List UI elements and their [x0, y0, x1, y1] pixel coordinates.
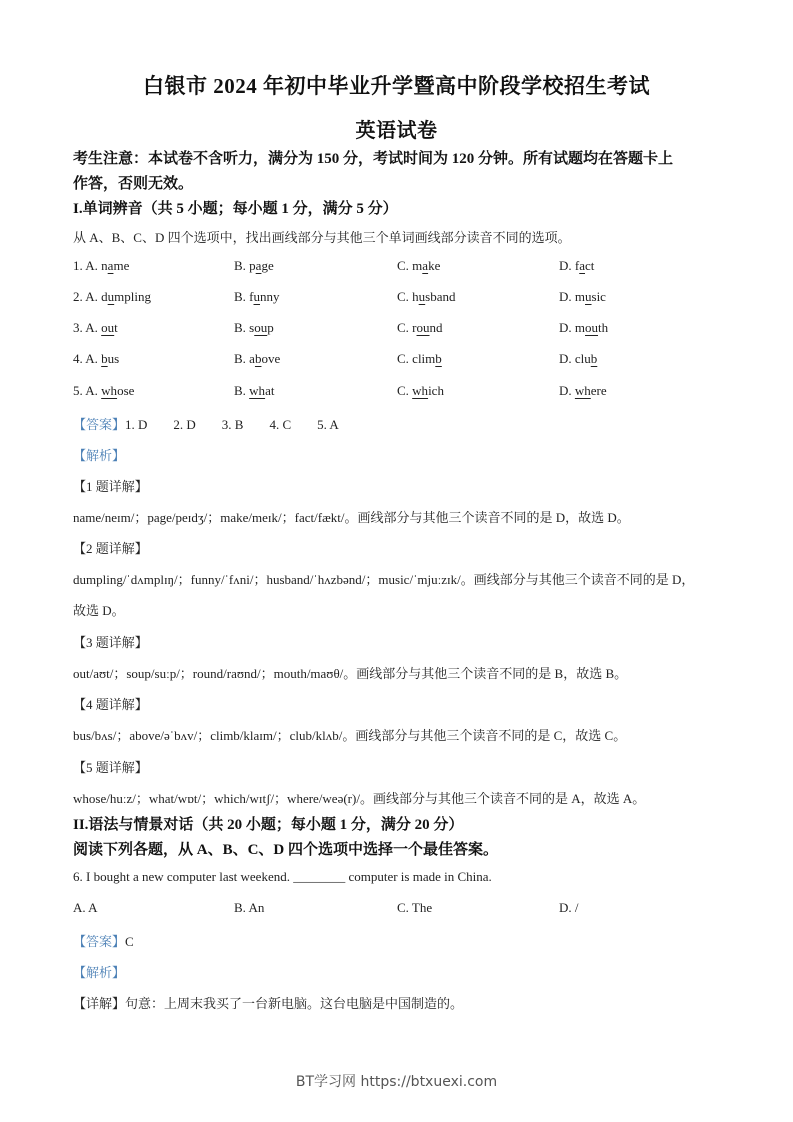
- option-c: C. The: [397, 900, 433, 915]
- detail-2-text: dumpling/ˈdʌmplɪŋ/；funny/ˈfʌni/；husband/ˈhʌzbənd/；music/ˈmjuːzɪk/。画线部分与其他三个读音不同的是 D，: [73, 572, 695, 587]
- question-row-1: [73, 258, 753, 276]
- section-1-instruction: 从 A、B、C、D 四个选项中，找出画线部分与其他三个单词画线部分读音不同的选项。: [73, 230, 571, 245]
- option-b: B. what: [234, 383, 275, 398]
- option-c: C. round: [397, 320, 443, 335]
- analysis-tag: 【解析】: [73, 448, 126, 463]
- question-row-2: [73, 289, 753, 307]
- answer-5: 5. A: [317, 417, 339, 432]
- option-d: D. music: [559, 289, 606, 304]
- watermark-footer: BT学习网 https://btxuexi.com: [295, 1074, 498, 1090]
- option-c: C. climb: [397, 351, 442, 366]
- detail-3-text: out/aʊt/；soup/suːp/；round/raʊnd/；mouth/maʊθ/。画线部分与其他三个读音不同的是 B，故选 B。: [73, 666, 628, 681]
- option-b: B. page: [234, 258, 274, 273]
- question-6-answer: [73, 931, 134, 950]
- answer-tag: 【答案】: [73, 417, 126, 432]
- option-a: A. A: [73, 900, 98, 915]
- question-6-analysis-tag: 【解析】: [73, 965, 126, 980]
- option-c: C. husband: [397, 289, 456, 304]
- answer-1: 1. D: [125, 417, 148, 432]
- detail-1-text: name/neɪm/；page/peɪdʒ/；make/meɪk/；fact/fækt/。画线部分与其他三个读音不同的是 D，故选 D。: [73, 510, 630, 525]
- answer-tag: 【答案】: [73, 934, 126, 949]
- option-b: B. above: [234, 351, 281, 366]
- question-row-5: [73, 383, 753, 401]
- option-d: D. fact: [559, 258, 595, 273]
- detail-3-tag: 【3 题详解】: [73, 635, 148, 650]
- option-d: D. mouth: [559, 320, 609, 335]
- detail-5-text: whose/huːz/；what/wɒt/；which/wɪtʃ/；where/weə(r)/。画线部分与其他三个读音不同的是 A，故选 A。: [73, 791, 646, 806]
- option-b: B. soup: [234, 320, 274, 335]
- option-d: D. where: [559, 383, 607, 398]
- option-d: D. /: [559, 900, 579, 915]
- answer-value: C: [125, 934, 134, 949]
- section-2-heading: II.语法与情景对话（共 20 小题；每小题 1 分，满分 20 分）: [73, 817, 464, 833]
- detail-1-tag: 【1 题详解】: [73, 479, 148, 494]
- detail-2-text-cont: 故选 D。: [73, 603, 125, 618]
- section-2-instruction: 阅读下列各题，从 A、B、C、D 四个选项中选择一个最佳答案。: [73, 842, 499, 858]
- section-1-answers: [73, 414, 365, 433]
- question-row-3: [73, 320, 753, 338]
- option-a: 3. A. out: [73, 320, 118, 335]
- notice-line-1: 考生注意：本试卷不含听力，满分为 150 分，考试时间为 120 分钟。所有试题均在答题卡上: [73, 151, 674, 167]
- detail-4-tag: 【4 题详解】: [73, 697, 148, 712]
- option-d: D. club: [559, 351, 598, 366]
- question-row-4: [73, 351, 753, 369]
- exam-title: 白银市 2024 年初中毕业升学暨高中阶段学校招生考试: [143, 74, 650, 98]
- question-6-options: [73, 900, 753, 918]
- option-a: 2. A. dumpling: [73, 289, 152, 304]
- exam-subtitle: 英语试卷: [355, 120, 438, 142]
- question-6-stem: 6. I bought a new computer last weekend. ________ computer is made in China.: [73, 869, 492, 884]
- detail-4-text: bus/bʌs/；above/əˈbʌv/；climb/klaɪm/；club/klʌb/。画线部分与其他三个读音不同的是 C，故选 C。: [73, 728, 627, 743]
- option-b: B. funny: [234, 289, 280, 304]
- answer-3: 3. B: [221, 417, 244, 432]
- answer-4: 4. C: [269, 417, 292, 432]
- option-a: 5. A. whose: [73, 383, 135, 398]
- option-c: C. which: [397, 383, 444, 398]
- detail-5-tag: 【5 题详解】: [73, 760, 148, 775]
- section-1-heading: I.单词辨音（共 5 小题；每小题 1 分，满分 5 分）: [73, 201, 398, 217]
- notice-line-2: 作答，否则无效。: [73, 176, 194, 192]
- option-a: 1. A. name: [73, 258, 130, 273]
- detail-2-tag: 【2 题详解】: [73, 541, 148, 556]
- option-a: 4. A. bus: [73, 351, 120, 366]
- option-b: B. An: [234, 900, 265, 915]
- question-6-detail: 【详解】句意：上周末我买了一台新电脑。这台电脑是中国制造的。: [73, 996, 464, 1011]
- option-c: C. make: [397, 258, 441, 273]
- answer-2: 2. D: [173, 417, 196, 432]
